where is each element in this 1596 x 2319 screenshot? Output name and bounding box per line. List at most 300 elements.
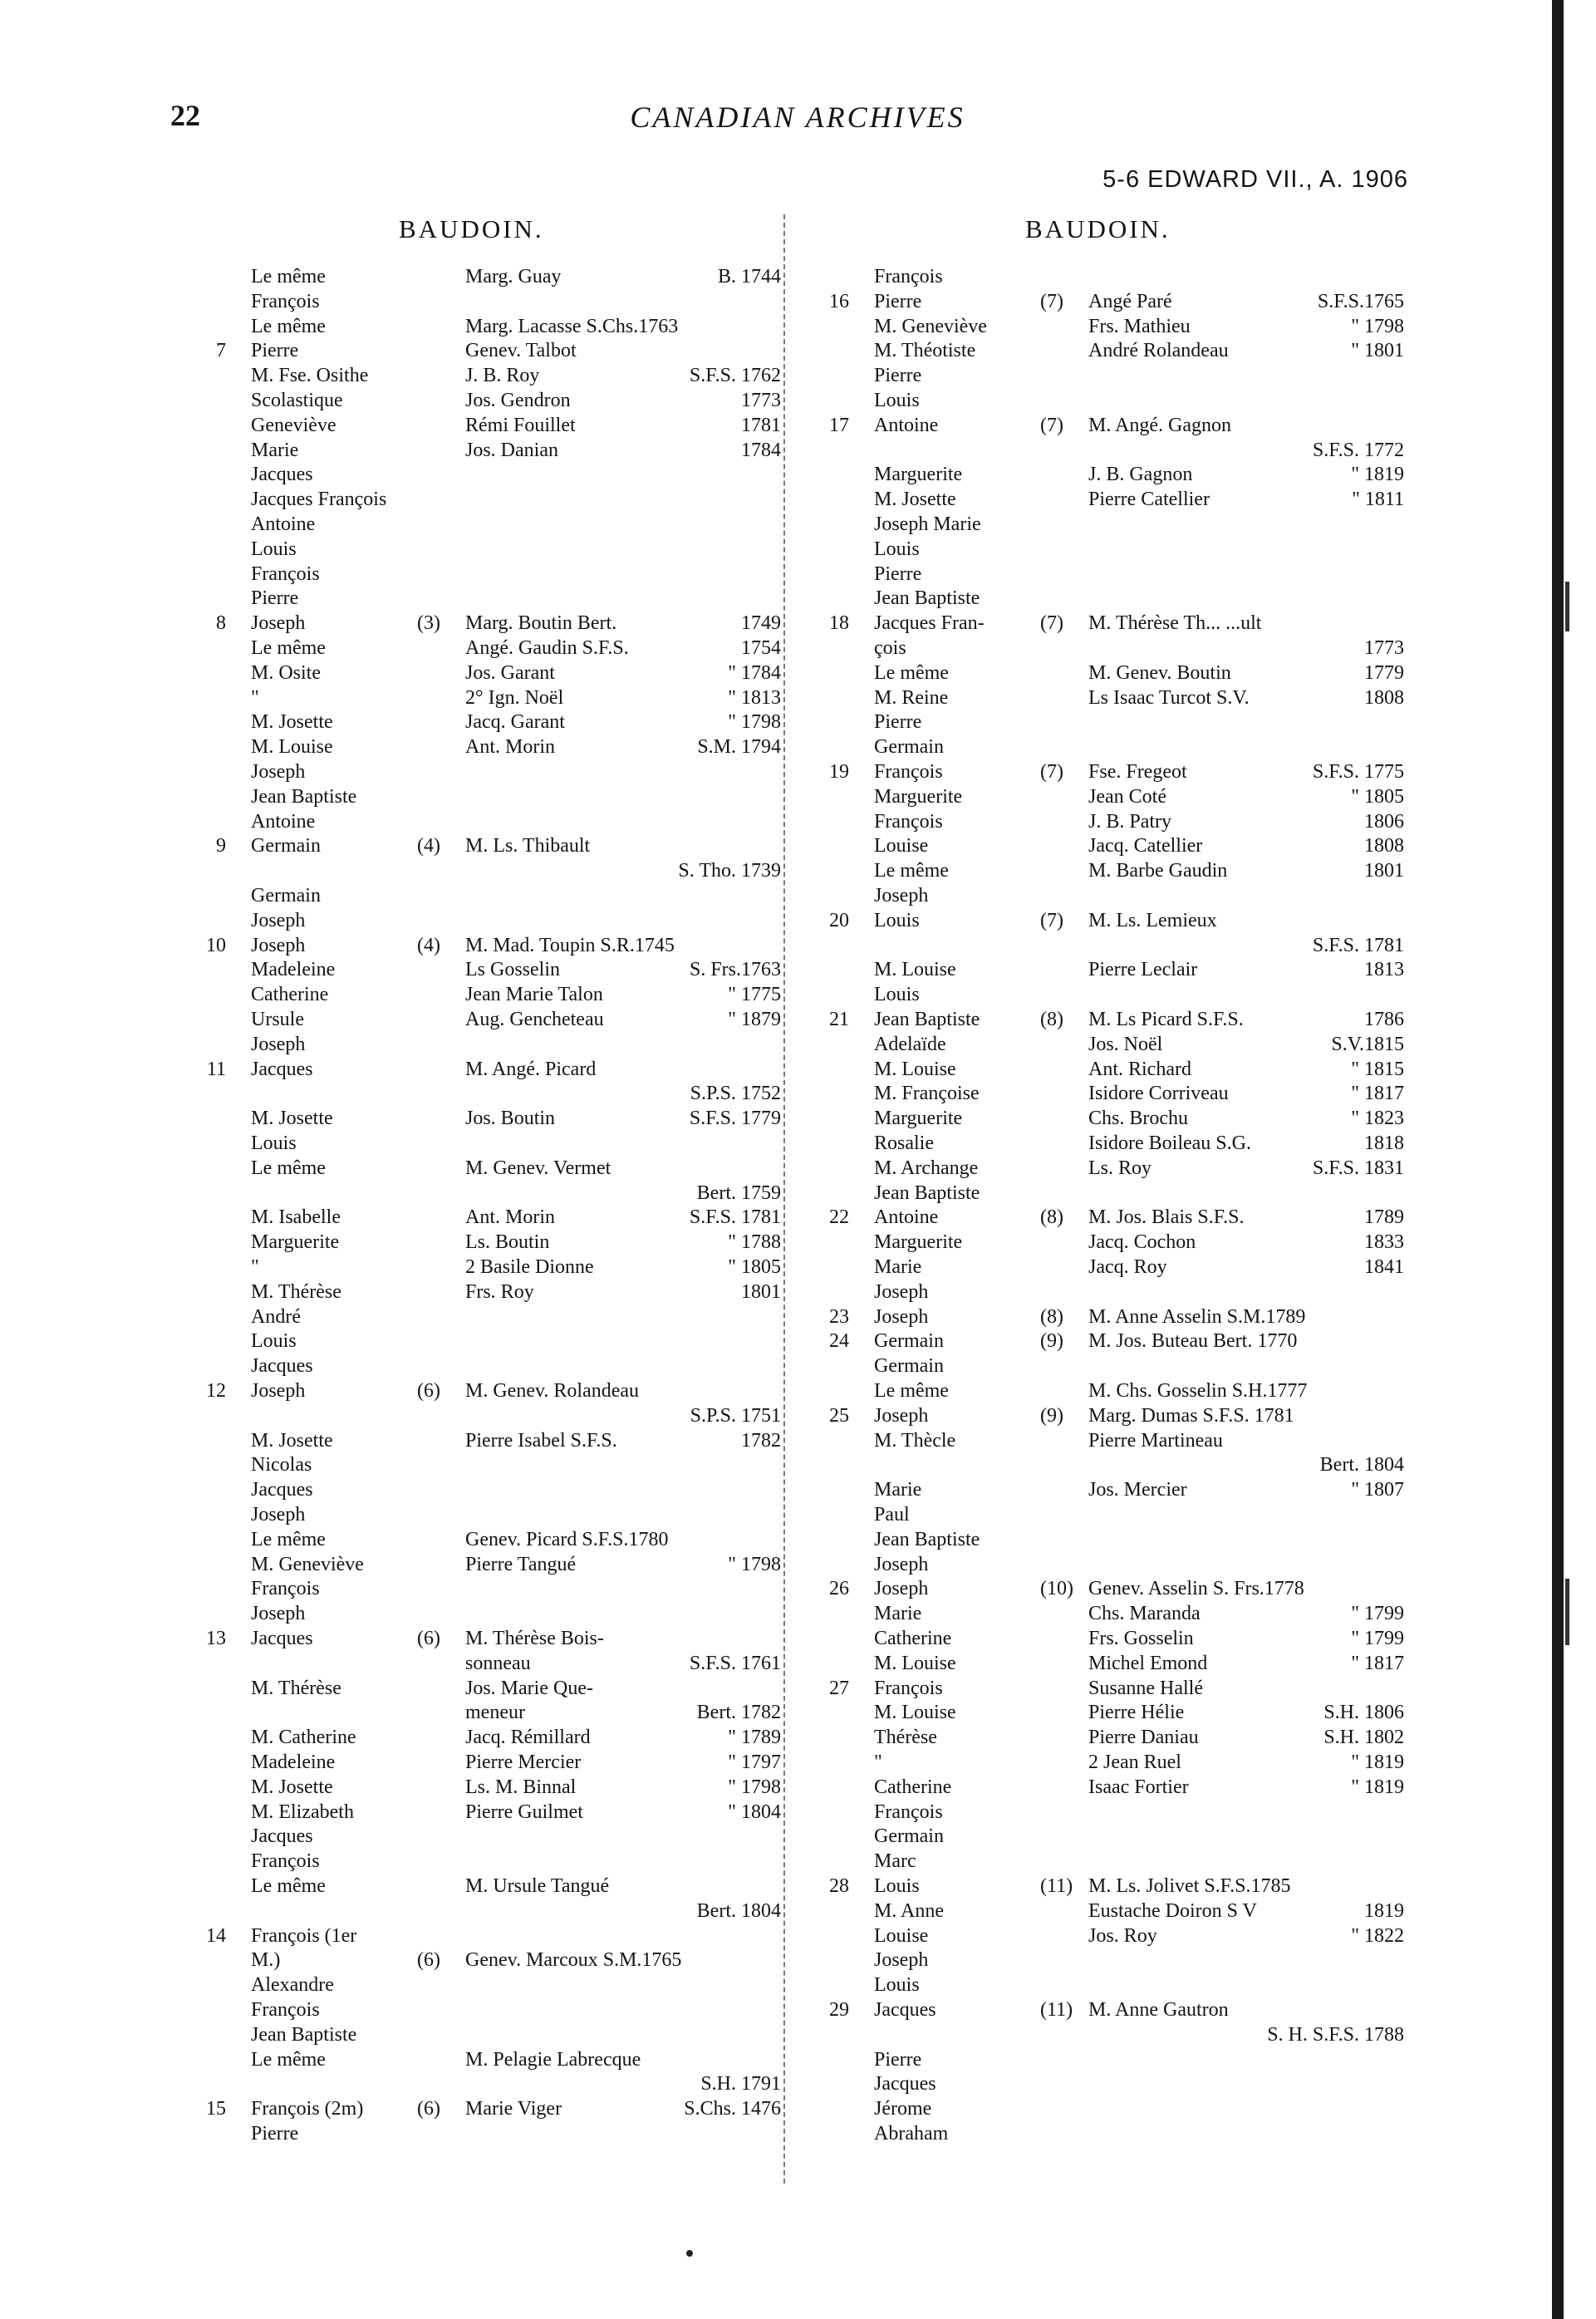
- entry-generation: (6): [417, 1380, 440, 1402]
- entry-name: François: [874, 761, 943, 783]
- entry-name: Joseph: [874, 885, 929, 906]
- entry-spouse: M. Jos. Buteau Bert. 1770: [1088, 1330, 1298, 1353]
- entry-name: Catherine: [874, 1776, 952, 1798]
- entry-name: M. Théotiste: [874, 340, 976, 362]
- entry-name: Joseph: [251, 1380, 306, 1402]
- entry-generation: (9): [1040, 1404, 1063, 1427]
- column-heading-right: BAUDOIN.: [1025, 214, 1171, 243]
- entry-name: ": [251, 1256, 259, 1278]
- entry-row: [199, 1304, 789, 1329]
- entry-place-date: " 1807: [1351, 1479, 1404, 1501]
- entry-name: M. Thérèse: [251, 1677, 341, 1699]
- entry-row: [823, 1948, 1412, 1973]
- entry-row: [823, 759, 1412, 784]
- entry-row: [823, 413, 1412, 438]
- entry-row: [823, 982, 1412, 1007]
- entry-place-date: 1786: [1364, 1009, 1404, 1030]
- entry-name: Pierre: [874, 290, 922, 312]
- entry-generation: (7): [1040, 761, 1063, 783]
- entry-spouse: 2 Jean Ruel: [1088, 1752, 1181, 1773]
- entry-place-date: " 1879: [728, 1009, 781, 1030]
- entry-name: Pierre: [874, 2048, 922, 2071]
- page-edge-notch: [1565, 1579, 1569, 1645]
- entry-name: François: [251, 563, 320, 585]
- entry-place-date: " 1811: [1352, 489, 1404, 511]
- entry-row: [823, 1230, 1412, 1255]
- entry-spouse: Jacq. Roy: [1088, 1256, 1167, 1278]
- entry-spouse: Rémi Fouillet: [465, 414, 576, 436]
- entry-place-date: S.V.1815: [1331, 1033, 1404, 1055]
- entry-spouse: Ant. Richard: [1088, 1058, 1191, 1080]
- entry-number: 22: [829, 1206, 849, 1229]
- entry-name: Le même: [251, 1875, 326, 1897]
- entry-row: [823, 833, 1412, 858]
- entry-name: Louis: [251, 538, 297, 560]
- entry-spouse: Genev. Marcoux S.M.1765: [465, 1949, 682, 1972]
- entry-spouse: André Rolandeau: [1088, 340, 1229, 362]
- entry-row: [199, 1205, 789, 1230]
- entry-place-date: " 1797: [728, 1752, 781, 1773]
- entry-row: [823, 1527, 1412, 1552]
- entry-name: Rosalie: [874, 1132, 934, 1154]
- entry-name: Joseph: [874, 1578, 929, 1600]
- entry-generation: (7): [1040, 909, 1063, 931]
- entry-row: [199, 1452, 789, 1477]
- entry-spouse: Pierre Martineau: [1088, 1429, 1223, 1452]
- entry-number: 9: [216, 835, 226, 857]
- entry-place-date: S. H. S.F.S. 1788: [1267, 2023, 1404, 2046]
- entry-name: M. Archange: [874, 1157, 979, 1179]
- entry-place-date: S.P.S. 1752: [690, 1083, 781, 1105]
- entry-row: [823, 1280, 1412, 1304]
- entry-generation: (7): [1040, 414, 1063, 436]
- entry-row: [199, 809, 789, 834]
- entry-row: [199, 1824, 789, 1849]
- entry-place-date: " 1805: [1351, 785, 1404, 808]
- entry-row: [199, 562, 789, 587]
- entry-row: [823, 388, 1412, 413]
- entry-name: M. Louise: [874, 1652, 956, 1674]
- entry-number: 24: [829, 1330, 849, 1353]
- entry-name: Jean Baptiste: [251, 2023, 357, 2046]
- entry-place-date: 1808: [1364, 835, 1404, 857]
- entry-name: Alexandre: [251, 1974, 334, 1997]
- entry-spouse: M. Barbe Gaudin: [1088, 860, 1228, 882]
- entry-name: Louise: [874, 835, 929, 857]
- page-number: 22: [170, 99, 200, 132]
- entry-place-date: 1789: [1364, 1206, 1404, 1229]
- entry-name: Marguerite: [874, 464, 963, 486]
- entry-name: Thérèse: [874, 1727, 937, 1749]
- entry-number: 21: [829, 1009, 849, 1030]
- entry-row: [823, 512, 1412, 537]
- entry-name: Catherine: [874, 1628, 952, 1649]
- entry-spouse: Ls. Boutin: [465, 1231, 550, 1254]
- entry-row: [823, 1131, 1412, 1156]
- entry-name: ": [251, 686, 259, 709]
- entry-name: M. Louise: [874, 1702, 956, 1724]
- entry-spouse: Eustache Doiron S V: [1088, 1899, 1257, 1922]
- entry-place-date: 1833: [1364, 1231, 1404, 1254]
- entry-row: [823, 1156, 1412, 1181]
- entry-row: [199, 1800, 789, 1825]
- entry-name: ": [874, 1752, 882, 1773]
- entry-row: [823, 462, 1412, 487]
- entry-row: [823, 1057, 1412, 1082]
- entry-generation: (4): [417, 934, 440, 956]
- entry-row: [823, 586, 1412, 611]
- entry-number: 17: [829, 414, 849, 436]
- entry-place-date: " 1784: [728, 661, 781, 684]
- entry-row: [823, 1775, 1412, 1800]
- entry-generation: (6): [417, 1949, 440, 1972]
- entry-name: Joseph: [251, 612, 306, 635]
- session-heading: 5-6 EDWARD VII., A. 1906: [1102, 166, 1408, 193]
- entry-name: François: [874, 1801, 943, 1823]
- entry-row: [823, 1081, 1412, 1106]
- entry-row: [199, 908, 789, 933]
- entry-spouse: J. B. Gagnon: [1088, 464, 1193, 486]
- entry-spouse: Ls. M. Binnal: [465, 1776, 577, 1798]
- entry-name: Joseph: [251, 1033, 306, 1055]
- entry-row: [199, 1899, 789, 1923]
- entry-spouse: Isidore Corriveau: [1088, 1083, 1229, 1105]
- entry-number: 13: [206, 1628, 226, 1649]
- entry-place-date: " 1804: [728, 1801, 781, 1823]
- entry-row: [823, 636, 1412, 661]
- entry-name: François: [251, 1850, 320, 1873]
- entry-row: [199, 1601, 789, 1626]
- page-edge: [1552, 0, 1564, 2319]
- entry-row: [823, 1824, 1412, 1849]
- entry-row: [823, 1502, 1412, 1527]
- entry-row: [199, 2047, 789, 2072]
- entry-row: [199, 2071, 789, 2096]
- entry-spouse: Jos. Gendron: [465, 390, 571, 411]
- entry-row: [199, 1354, 789, 1378]
- entry-spouse: Michel Emond: [1088, 1652, 1208, 1674]
- entry-row: [823, 710, 1412, 735]
- entry-spouse: Angé. Gaudin S.F.S.: [465, 637, 629, 659]
- entry-name: Jacques: [251, 1058, 313, 1080]
- entry-name: Abraham: [874, 2123, 949, 2145]
- entry-place-date: S.F.S. 1762: [689, 365, 781, 387]
- entry-name: Joseph Marie: [874, 513, 981, 535]
- entry-row: [199, 1378, 789, 1403]
- entry-row: [823, 611, 1412, 636]
- entry-row: [199, 487, 789, 512]
- entry-place-date: S.F.S. 1761: [689, 1652, 781, 1674]
- entry-spouse: Jean Coté: [1088, 785, 1166, 808]
- entry-row: [823, 1750, 1412, 1775]
- entry-name: Louis: [874, 984, 920, 1006]
- entry-name: Adelaïde: [874, 1033, 946, 1055]
- entry-spouse: Isidore Boileau S.G.: [1088, 1132, 1251, 1154]
- entry-spouse: Jacq. Cochon: [1088, 1231, 1196, 1254]
- entry-place-date: " 1798: [728, 1776, 781, 1798]
- entry-name: Pierre: [251, 2123, 299, 2145]
- entry-name: François: [251, 1578, 320, 1600]
- entry-place-date: S.Chs. 1476: [684, 2098, 781, 2120]
- entry-name: Joseph: [251, 934, 306, 956]
- entry-row: [823, 883, 1412, 908]
- entry-row: [199, 586, 789, 611]
- entry-spouse: M. Thérèse Th... ...ult: [1088, 612, 1262, 635]
- entry-row: [823, 1725, 1412, 1750]
- entry-row: [823, 1205, 1412, 1230]
- entry-name: Marguerite: [874, 785, 963, 808]
- entry-place-date: Bert. 1759: [696, 1182, 781, 1204]
- entry-row: [823, 2047, 1412, 2072]
- entry-number: 25: [829, 1404, 849, 1427]
- entry-place-date: 1801: [741, 1280, 781, 1303]
- entry-name: Germain: [251, 885, 321, 906]
- entry-spouse: Pierre Catellier: [1088, 489, 1210, 511]
- entry-row: [199, 438, 789, 463]
- entry-name: M. Josette: [251, 1776, 333, 1798]
- entry-spouse: M. Ls Picard S.F.S.: [1088, 1009, 1244, 1030]
- entry-name: Marguerite: [874, 1108, 963, 1130]
- entry-row: [199, 957, 789, 982]
- entry-spouse: Pierre Tangué: [465, 1553, 577, 1575]
- entry-row: [199, 833, 789, 858]
- entry-generation: (4): [417, 835, 440, 857]
- entry-spouse: M. Mad. Toupin S.R.1745: [465, 934, 675, 956]
- entry-row: [823, 1997, 1412, 2022]
- entry-name: Jacques: [874, 1999, 936, 2021]
- entry-spouse: Ls. Roy: [1088, 1157, 1152, 1179]
- entry-spouse: Isaac Fortier: [1088, 1776, 1189, 1798]
- entry-spouse: M. Angé. Picard: [465, 1058, 597, 1080]
- entry-place-date: S.F.S. 1831: [1312, 1157, 1404, 1179]
- entry-spouse: Ant. Morin: [465, 1206, 555, 1229]
- entry-spouse: M. Thérèse Bois-: [465, 1628, 604, 1649]
- entry-name: Jérome: [874, 2098, 932, 2120]
- entry-generation: (8): [1040, 1305, 1063, 1328]
- entry-spouse: Ls Isaac Turcot S.V.: [1088, 686, 1250, 709]
- entry-name: Louis: [874, 909, 920, 931]
- entry-name: Pierre: [251, 340, 299, 362]
- entry-name: Joseph: [874, 1553, 929, 1575]
- entry-row: [823, 1329, 1412, 1354]
- entry-name: Jean Baptiste: [251, 785, 357, 808]
- entry-row: [823, 1181, 1412, 1206]
- entry-spouse: Genev. Talbot: [465, 340, 577, 362]
- entry-place-date: " 1817: [1351, 1083, 1404, 1105]
- entry-name: Le même: [251, 315, 326, 337]
- entry-row: [823, 1700, 1412, 1725]
- entry-place-date: 1782: [741, 1429, 781, 1452]
- entry-place-date: S. Frs.1763: [689, 959, 781, 981]
- entry-place-date: S.F.S. 1781: [1312, 934, 1404, 956]
- entry-row: [199, 289, 789, 314]
- entry-row: [199, 462, 789, 487]
- entry-name: M. Josette: [251, 711, 333, 734]
- entry-name: Nicolas: [251, 1454, 312, 1476]
- entry-spouse: J. B. Patry: [1088, 810, 1172, 833]
- entry-place-date: 1813: [1364, 959, 1404, 981]
- entry-spouse: Ls Gosselin: [465, 959, 560, 981]
- entry-name: Germain: [874, 1825, 944, 1848]
- entry-name: Marie: [874, 1479, 922, 1501]
- entry-name: M. Thérèse: [251, 1280, 341, 1303]
- entry-spouse: Jos. Danian: [465, 439, 558, 461]
- entry-name: M. Geneviève: [874, 315, 987, 337]
- entry-number: 8: [216, 612, 226, 635]
- entry-row: [199, 537, 789, 562]
- entry-spouse: Marg. Lacasse S.Chs.1763: [465, 315, 679, 337]
- entry-row: [823, 264, 1412, 289]
- entry-name: André: [251, 1305, 301, 1328]
- entry-row: [199, 1552, 789, 1577]
- entry-row: [199, 1329, 789, 1354]
- entry-name: Louis: [251, 1330, 297, 1353]
- entry-row: [823, 1378, 1412, 1403]
- entry-row: [823, 1676, 1412, 1701]
- entry-generation: (6): [417, 2098, 440, 2120]
- entry-row: [199, 685, 789, 710]
- entry-place-date: " 1799: [1351, 1603, 1404, 1625]
- entry-row: [823, 735, 1412, 759]
- entry-place-date: Bert. 1804: [1319, 1454, 1404, 1476]
- entry-spouse: Fse. Fregeot: [1088, 761, 1187, 783]
- entry-row: [199, 1131, 789, 1156]
- entry-place-date: " 1819: [1351, 1776, 1404, 1798]
- entry-place-date: 1779: [1364, 661, 1404, 684]
- entry-name: M. Françoise: [874, 1083, 980, 1105]
- entry-number: 16: [829, 290, 849, 312]
- entry-row: [823, 1452, 1412, 1477]
- entry-place-date: 1808: [1364, 686, 1404, 709]
- entry-spouse: M. Ursule Tangué: [465, 1875, 610, 1897]
- entry-generation: (3): [417, 612, 440, 635]
- entry-row: [199, 1106, 789, 1131]
- entry-row: [823, 933, 1412, 958]
- entry-name: Madeleine: [251, 959, 336, 981]
- entry-spouse: M. Pelagie Labrecque: [465, 2048, 641, 2071]
- entry-number: 19: [829, 761, 849, 783]
- entry-row: [199, 2096, 789, 2121]
- entry-place-date: " 1798: [728, 1553, 781, 1575]
- entry-name: François: [251, 290, 320, 312]
- entry-name: Jacques: [251, 1628, 313, 1649]
- entry-name: Jacques: [251, 464, 313, 486]
- entry-row: [823, 1032, 1412, 1057]
- entry-row: [823, 1403, 1412, 1428]
- entry-row: [199, 735, 789, 759]
- entry-name: Jacques: [251, 1479, 313, 1501]
- entry-row: [823, 661, 1412, 685]
- entry-spouse: Chs. Brochu: [1088, 1108, 1188, 1130]
- entry-generation: (7): [1040, 290, 1063, 312]
- entry-name: Jean Baptiste: [874, 1528, 980, 1550]
- entry-row: [823, 537, 1412, 562]
- entry-row: [199, 363, 789, 388]
- entry-spouse: Jos. Boutin: [465, 1108, 556, 1130]
- entry-place-date: S.F.S. 1772: [1312, 439, 1404, 461]
- entry-place-date: 1781: [741, 414, 781, 436]
- entry-name: Le même: [251, 1157, 326, 1179]
- entry-spouse: Pierre Hélie: [1088, 1702, 1185, 1724]
- entry-number: 7: [216, 340, 226, 362]
- entry-generation: (7): [1040, 612, 1063, 635]
- entry-spouse: Marg. Guay: [465, 266, 562, 287]
- entry-number: 12: [206, 1380, 226, 1402]
- entry-place-date: 1806: [1364, 810, 1404, 833]
- entry-spouse: meneur: [465, 1702, 525, 1724]
- entry-row: [823, 685, 1412, 710]
- entry-spouse: M. Ls. Lemieux: [1088, 909, 1217, 931]
- entry-name: Joseph: [251, 909, 306, 931]
- entry-place-date: Bert. 1782: [696, 1702, 781, 1724]
- entry-place-date: 1749: [741, 612, 781, 635]
- entry-spouse: Jos. Marie Que-: [465, 1677, 593, 1699]
- entry-spouse: 2 Basile Dionne: [465, 1256, 594, 1278]
- entry-number: 10: [206, 934, 226, 956]
- entry-row: [199, 338, 789, 363]
- entry-name: Jacques Fran-: [874, 612, 985, 635]
- entry-number: 20: [829, 909, 849, 931]
- entry-name: M. Josette: [251, 1429, 333, 1452]
- entry-number: 11: [206, 1058, 226, 1080]
- entry-row: [199, 2022, 789, 2047]
- entry-row: [199, 512, 789, 537]
- entry-spouse: Susanne Hallé: [1088, 1677, 1203, 1699]
- entry-name: Madeleine: [251, 1752, 336, 1773]
- entry-name: Joseph: [874, 1949, 929, 1972]
- entry-place-date: S.H. 1806: [1323, 1702, 1404, 1724]
- entry-generation: (11): [1040, 1999, 1073, 2021]
- entry-name: Joseph: [874, 1305, 929, 1328]
- entry-row: [823, 1576, 1412, 1601]
- entry-name: Le même: [251, 266, 326, 287]
- entry-row: [199, 710, 789, 735]
- entry-row: [823, 784, 1412, 809]
- entry-name: Joseph: [874, 1404, 929, 1427]
- entry-number: 14: [206, 1924, 226, 1947]
- entry-name: Marc: [874, 1850, 916, 1873]
- entry-row: [199, 1502, 789, 1527]
- entry-name: Germain: [874, 1355, 944, 1378]
- entry-place-date: S.H. 1802: [1323, 1727, 1404, 1749]
- entry-name: Antoine: [874, 1206, 939, 1229]
- entry-name: M. Josette: [874, 489, 956, 511]
- entry-row: [199, 1676, 789, 1701]
- entry-name: Louis: [874, 1974, 920, 1997]
- entry-name: M. Louise: [251, 736, 333, 759]
- entry-spouse: Chs. Maranda: [1088, 1603, 1201, 1625]
- entry-row: [823, 438, 1412, 463]
- entry-generation: (8): [1040, 1206, 1063, 1229]
- entry-row: [199, 1230, 789, 1255]
- entry-spouse: Jos. Noël: [1088, 1033, 1163, 1055]
- entry-name: Le même: [251, 637, 326, 659]
- entry-name: çois: [874, 637, 906, 659]
- entry-spouse: Angé Paré: [1088, 290, 1172, 312]
- entry-row: [823, 487, 1412, 512]
- entry-place-date: 1801: [1364, 860, 1404, 882]
- entry-spouse: Jean Marie Talon: [465, 984, 603, 1006]
- entry-row: [823, 2022, 1412, 2047]
- entry-row: [823, 1874, 1412, 1899]
- entry-row: [199, 1403, 789, 1428]
- entry-spouse: Jacq. Catellier: [1088, 835, 1203, 857]
- entry-row: [823, 338, 1412, 363]
- entry-name: Marie: [874, 1256, 922, 1278]
- entry-spouse: sonneau: [465, 1652, 531, 1674]
- entry-name: Jean Baptiste: [874, 1182, 980, 1204]
- entry-number: 23: [829, 1305, 849, 1328]
